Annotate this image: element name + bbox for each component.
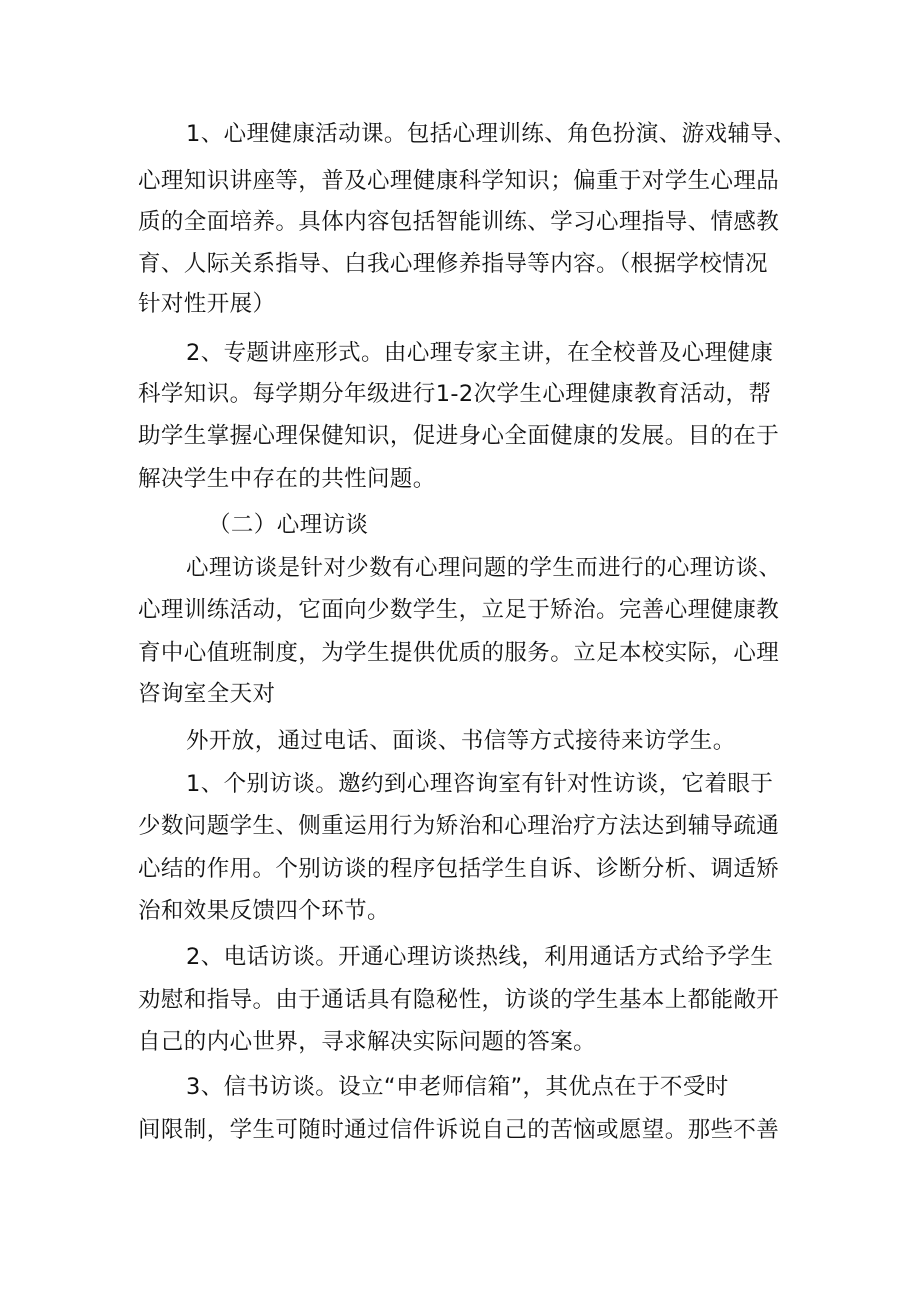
paragraph-line: 针对性开展） (138, 291, 276, 317)
paragraph-line: 科学知识。每学期分年级进行1-2次学生心理健康教育活动，帮 (138, 381, 772, 407)
paragraph-line: 间限制，学生可随时通过信件诉说自己的苦恼或愿望。那些不善 (138, 1117, 780, 1143)
paragraph-line: 助学生掌握心理保健知识，促进身心全面健康的发展。目的在于 (138, 423, 780, 449)
paragraph-line: 咨询室全天对 (138, 681, 276, 707)
paragraph-line: 治和效果反馈四个环节。 (138, 898, 390, 924)
paragraph-line: 2、专题讲座形式。由心理专家主讲，在全校普及心理健康 (186, 340, 774, 366)
paragraph-line: 外开放，通过电话、面谈、书信等方式接待来访学生。 (186, 728, 736, 754)
paragraph-line: 劝慰和指导。由于通话具有隐秘性，访谈的学生基本上都能敞开 (138, 987, 780, 1013)
paragraph-line: 自己的内心世界，寻求解决实际问题的答案。 (138, 1029, 597, 1055)
section-heading: （二）心理访谈 (208, 512, 369, 538)
paragraph-line: 心理训练活动，它面向少数学生，立足于矫治。完善心理健康教 (138, 597, 780, 623)
paragraph-line: 心理访谈是针对少数有心理问题的学生而进行的心理访谈、 (186, 555, 782, 581)
paragraph-line: 心结的作用。个别访谈的程序包括学生自诉、诊断分析、调适矫 (138, 856, 780, 882)
paragraph-line: 3、信书访谈。设立“申老师信箱”，其优点在于不受时 (186, 1074, 729, 1100)
paragraph-line: 少数问题学生、侧重运用行为矫治和心理治疗方法达到辅导疏通 (138, 813, 780, 839)
paragraph-line: 育、人际关系指导、白我心理修养指导等内容。（根据学校情况 (138, 251, 768, 277)
paragraph-line: 解决学生中存在的共性问题。 (138, 466, 436, 492)
paragraph-line: 心理知识讲座等，普及心理健康科学知识；偏重于对学生心理品 (138, 168, 780, 194)
paragraph-line: 1、心理健康活动课。包括心理训练、角色扮演、游戏辅导、 (186, 121, 797, 147)
paragraph-line: 质的全面培养。具体内容包括智能训练、学习心理指导、情感教 (138, 209, 780, 235)
paragraph-line: 1、个别访谈。邀约到心理咨询室有针对性访谈，它着眼于 (186, 771, 774, 797)
paragraph-line: 育中心值班制度，为学生提供优质的服务。立足本校实际，心理 (138, 640, 780, 666)
paragraph-line: 2、电话访谈。开通心理访谈热线，利用通话方式给予学生 (186, 944, 774, 970)
